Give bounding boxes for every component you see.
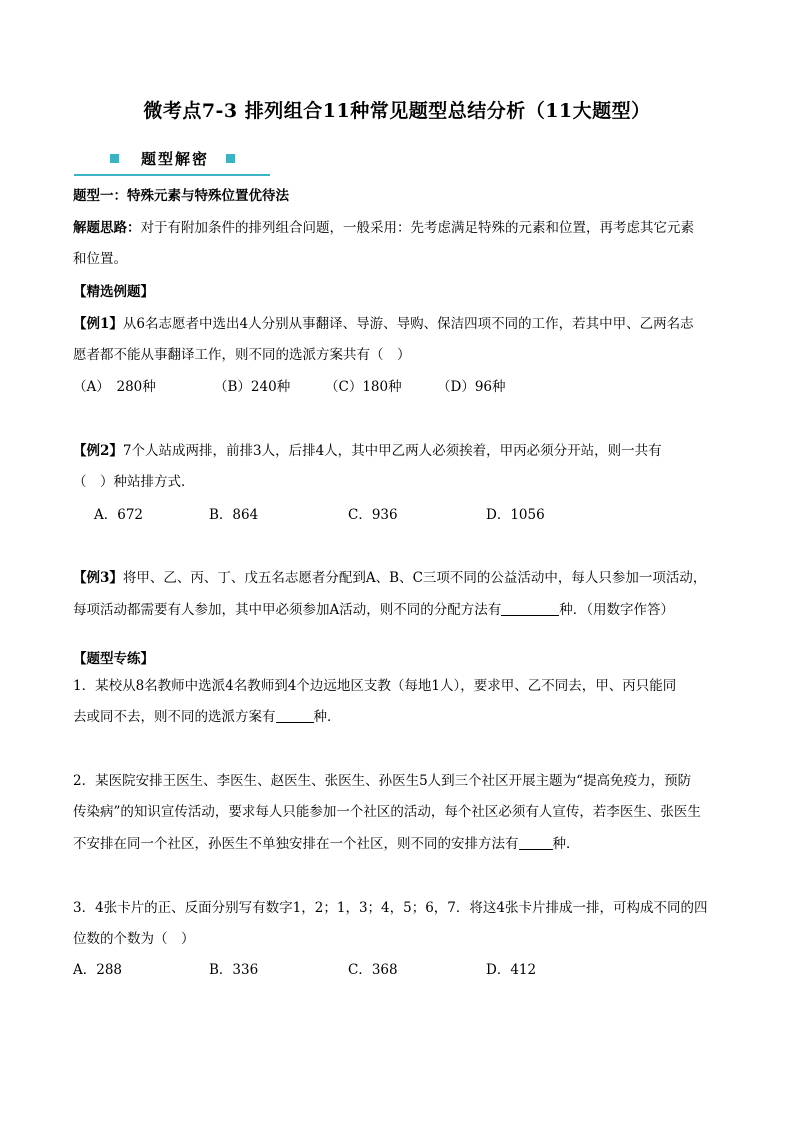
example-1-text: 从6名志愿者中选出4人分别从事翻译、导游、导购、保洁四项不同的工作，若其中甲、乙两名志 xyxy=(122,316,694,332)
example-1-line-2: 愿者都不能从事翻译工作，则不同的选派方案共有（ ） xyxy=(73,347,411,363)
approach-text: 对于有附加条件的排列组合问题，一般采用：先考虑满足特殊的元素和位置，再考虑其它元素 xyxy=(140,220,694,236)
answer-blank xyxy=(519,835,553,850)
example-2-option-d: D．1056 xyxy=(486,507,545,523)
page-title: 微考点7-3 排列组合11种常见题型总结分析（11大题型） xyxy=(143,100,651,122)
practice-1-text: 去或同不去，则不同的选派方案有 xyxy=(73,709,276,725)
example-3-line-1 xyxy=(73,568,706,588)
section-label: 题型解密 xyxy=(140,150,209,168)
example-2-option-a: A．672 xyxy=(94,507,144,523)
approach-label: 解题思路： xyxy=(73,220,141,236)
section-banner xyxy=(74,148,270,176)
practice-2-line-3 xyxy=(73,834,580,854)
example-1-line-1 xyxy=(73,314,694,334)
example-2-tag: 【例2】 xyxy=(73,443,123,459)
selected-examples-label: 【精选例题】 xyxy=(73,284,154,300)
example-2-text: 7个人站成两排，前排3人，后排4人，其中甲乙两人必须挨着，甲丙必须分开站，则一共有 xyxy=(122,443,662,459)
example-2-line-2: （ ）种站排方式． xyxy=(73,474,195,490)
practice-3-option-c: C．368 xyxy=(348,962,398,978)
example-1-option-d: （D）96种 xyxy=(437,379,506,395)
practice-3-line-2: 位数的个数为（ ） xyxy=(73,931,195,947)
practice-1-line-1: 1．某校从8名教师中选派4名教师到4个边远地区支教（每地1人），要求甲、乙不同去，甲、丙只能同 xyxy=(73,678,677,694)
square-bullet-icon xyxy=(226,154,235,163)
practice-1-text-2: 种． xyxy=(313,709,341,725)
answer-blank xyxy=(501,601,559,616)
practice-2-text-2: 种． xyxy=(552,836,580,852)
practice-3-option-b: B．336 xyxy=(209,962,259,978)
type-heading: 题型一：特殊元素与特殊位置优待法 xyxy=(73,188,289,204)
practice-2-line-2: 传染病”的知识宣传活动，要求每人只能参加一个社区的活动，每个社区必须有人宣传，若李医生、张医生 xyxy=(73,804,701,820)
example-3-tag: 【例3】 xyxy=(73,570,123,586)
square-bullet-icon xyxy=(110,154,119,163)
example-2-option-b: B．864 xyxy=(209,507,259,523)
answer-blank xyxy=(276,708,314,723)
practice-3-line-1: 3．4张卡片的正、反面分别写有数字1，2；1，3；4，5；6，7．将这4张卡片排成一排，可构成不同的四 xyxy=(73,900,708,916)
approach-line-2: 和位置。 xyxy=(73,251,127,267)
example-3-text-3: 种．（用数字作答） xyxy=(559,602,674,618)
practice-2-text: 不安排在同一个社区，孙医生不单独安排在一个社区，则不同的安排方法有 xyxy=(73,836,519,852)
example-2-option-c: C．936 xyxy=(348,507,398,523)
example-1-option-b: （B）240种 xyxy=(214,379,291,395)
example-1-tag: 【例1】 xyxy=(73,316,123,332)
example-3-line-2 xyxy=(73,600,674,620)
example-1-option-c: （C）180种 xyxy=(325,379,402,395)
practice-1-line-2 xyxy=(73,707,341,727)
approach-line xyxy=(73,218,694,238)
example-1-option-a: （A） 280种 xyxy=(73,379,156,395)
example-3-text: 将甲、乙、丙、丁、戊五名志愿者分配到A、B、C三项不同的公益活动中，每人只参加一项活动， xyxy=(122,570,707,586)
example-2-line-1 xyxy=(73,441,662,461)
example-3-text-2: 每项活动都需要有人参加，其中甲必须参加A活动，则不同的分配方法有 xyxy=(73,602,502,618)
practice-3-option-d: D．412 xyxy=(486,962,537,978)
practice-label: 【题型专练】 xyxy=(73,651,154,667)
practice-3-option-a: A．288 xyxy=(73,962,123,978)
practice-2-line-1: 2．某医院安排王医生、李医生、赵医生、张医生、孙医生5人到三个社区开展主题为“提高免疫力，预防 xyxy=(73,773,692,789)
